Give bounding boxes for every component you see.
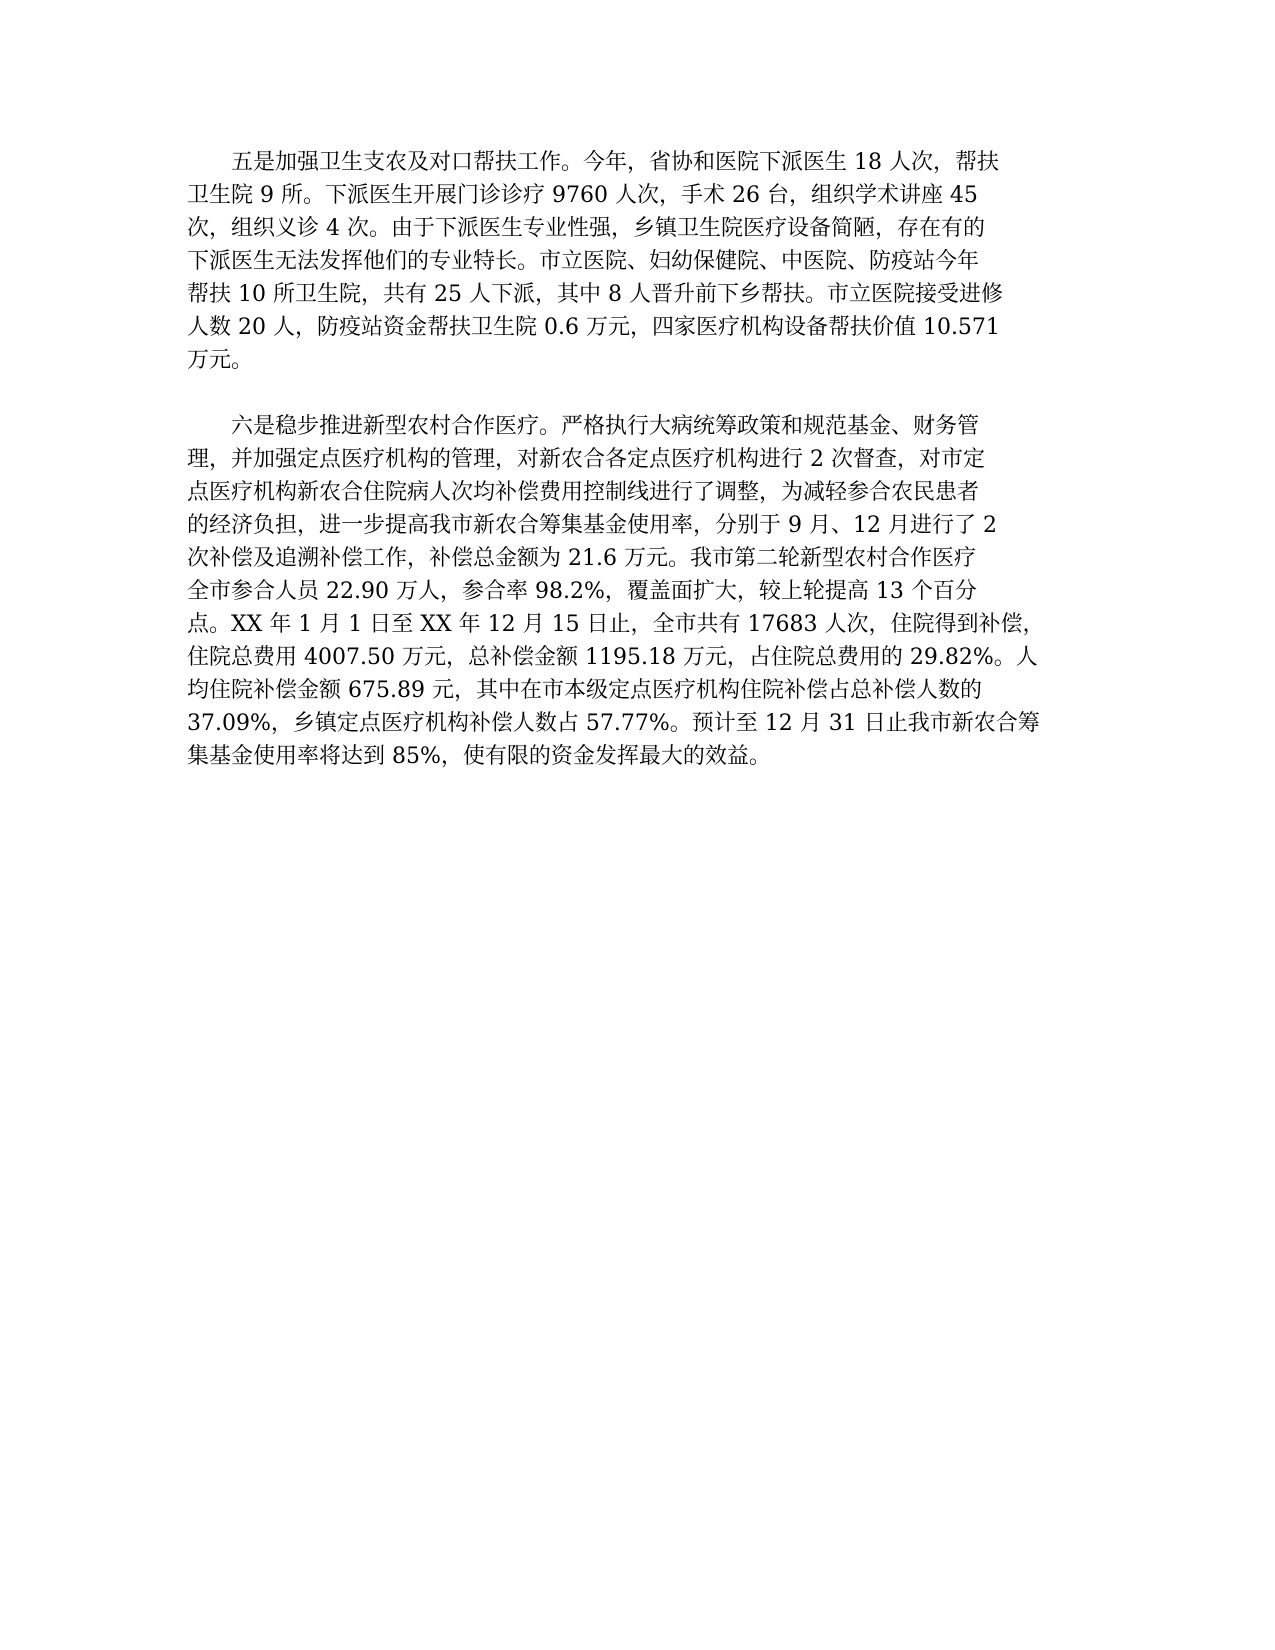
paragraph-line: 万元。	[187, 348, 254, 373]
paragraph-line: 次补偿及追溯补偿工作，补偿总金额为 21.6 万元。我市第二轮新型农村合作医疗	[187, 546, 976, 571]
paragraph-line: 点。XX 年 1 月 1 日至 XX 年 12 月 15 日止，全市共有 17683 人次，住院得到补偿，	[187, 612, 1045, 637]
paragraph-line: 卫生院 9 所。下派医生开展门诊诊疗 9760 人次，手术 26 台，组织学术讲座 45	[187, 183, 978, 208]
document-body	[187, 146, 1087, 773]
paragraph-spacer	[187, 377, 1087, 410]
paragraph-line: 帮扶 10 所卫生院，共有 25 人下派，其中 8 人晋升前下乡帮扶。市立医院接受进修	[187, 282, 1003, 307]
paragraph-line: 的经济负担，进一步提高我市新农合筹集基金使用率，分别于 9 月、12 月进行了 2	[187, 513, 997, 538]
paragraph-line: 人数 20 人，防疫站资金帮扶卫生院 0.6 万元，四家医疗机构设备帮扶价值 10.571	[187, 315, 1000, 340]
paragraph-6	[187, 410, 1087, 773]
paragraph-line: 理，并加强定点医疗机构的管理，对新农合各定点医疗机构进行 2 次督查，对市定	[187, 447, 985, 472]
paragraph-line: 下派医生无法发挥他们的专业特长。市立医院、妇幼保健院、中医院、防疫站今年	[187, 249, 980, 274]
paragraph-line: 六是稳步推进新型农村合作医疗。严格执行大病统筹政策和规范基金、财务管	[187, 414, 980, 439]
paragraph-line: 集基金使用率将达到 85%，使有限的资金发挥最大的效益。	[187, 744, 771, 769]
paragraph-line: 全市参合人员 22.90 万人，参合率 98.2%，覆盖面扩大，较上轮提高 13 个百分	[187, 579, 977, 604]
paragraph-line: 均住院补偿金额 675.89 元，其中在市本级定点医疗机构住院补偿占总补偿人数的	[187, 678, 982, 703]
paragraph-line: 37.09%，乡镇定点医疗机构补偿人数占 57.77%。预计至 12 月 31 日止我市新农合筹	[187, 711, 1040, 736]
paragraph-5	[187, 146, 1087, 377]
paragraph-line: 住院总费用 4007.50 万元，总补偿金额 1195.18 万元，占住院总费用的 29.82%。人	[187, 645, 1038, 670]
paragraph-line: 五是加强卫生支农及对口帮扶工作。今年，省协和医院下派医生 18 人次，帮扶	[187, 150, 999, 175]
paragraph-line: 点医疗机构新农合住院病人次均补偿费用控制线进行了调整，为减轻参合农民患者	[187, 480, 980, 505]
paragraph-line: 次，组织义诊 4 次。由于下派医生专业性强，乡镇卫生院医疗设备简陋，存在有的	[187, 216, 985, 241]
